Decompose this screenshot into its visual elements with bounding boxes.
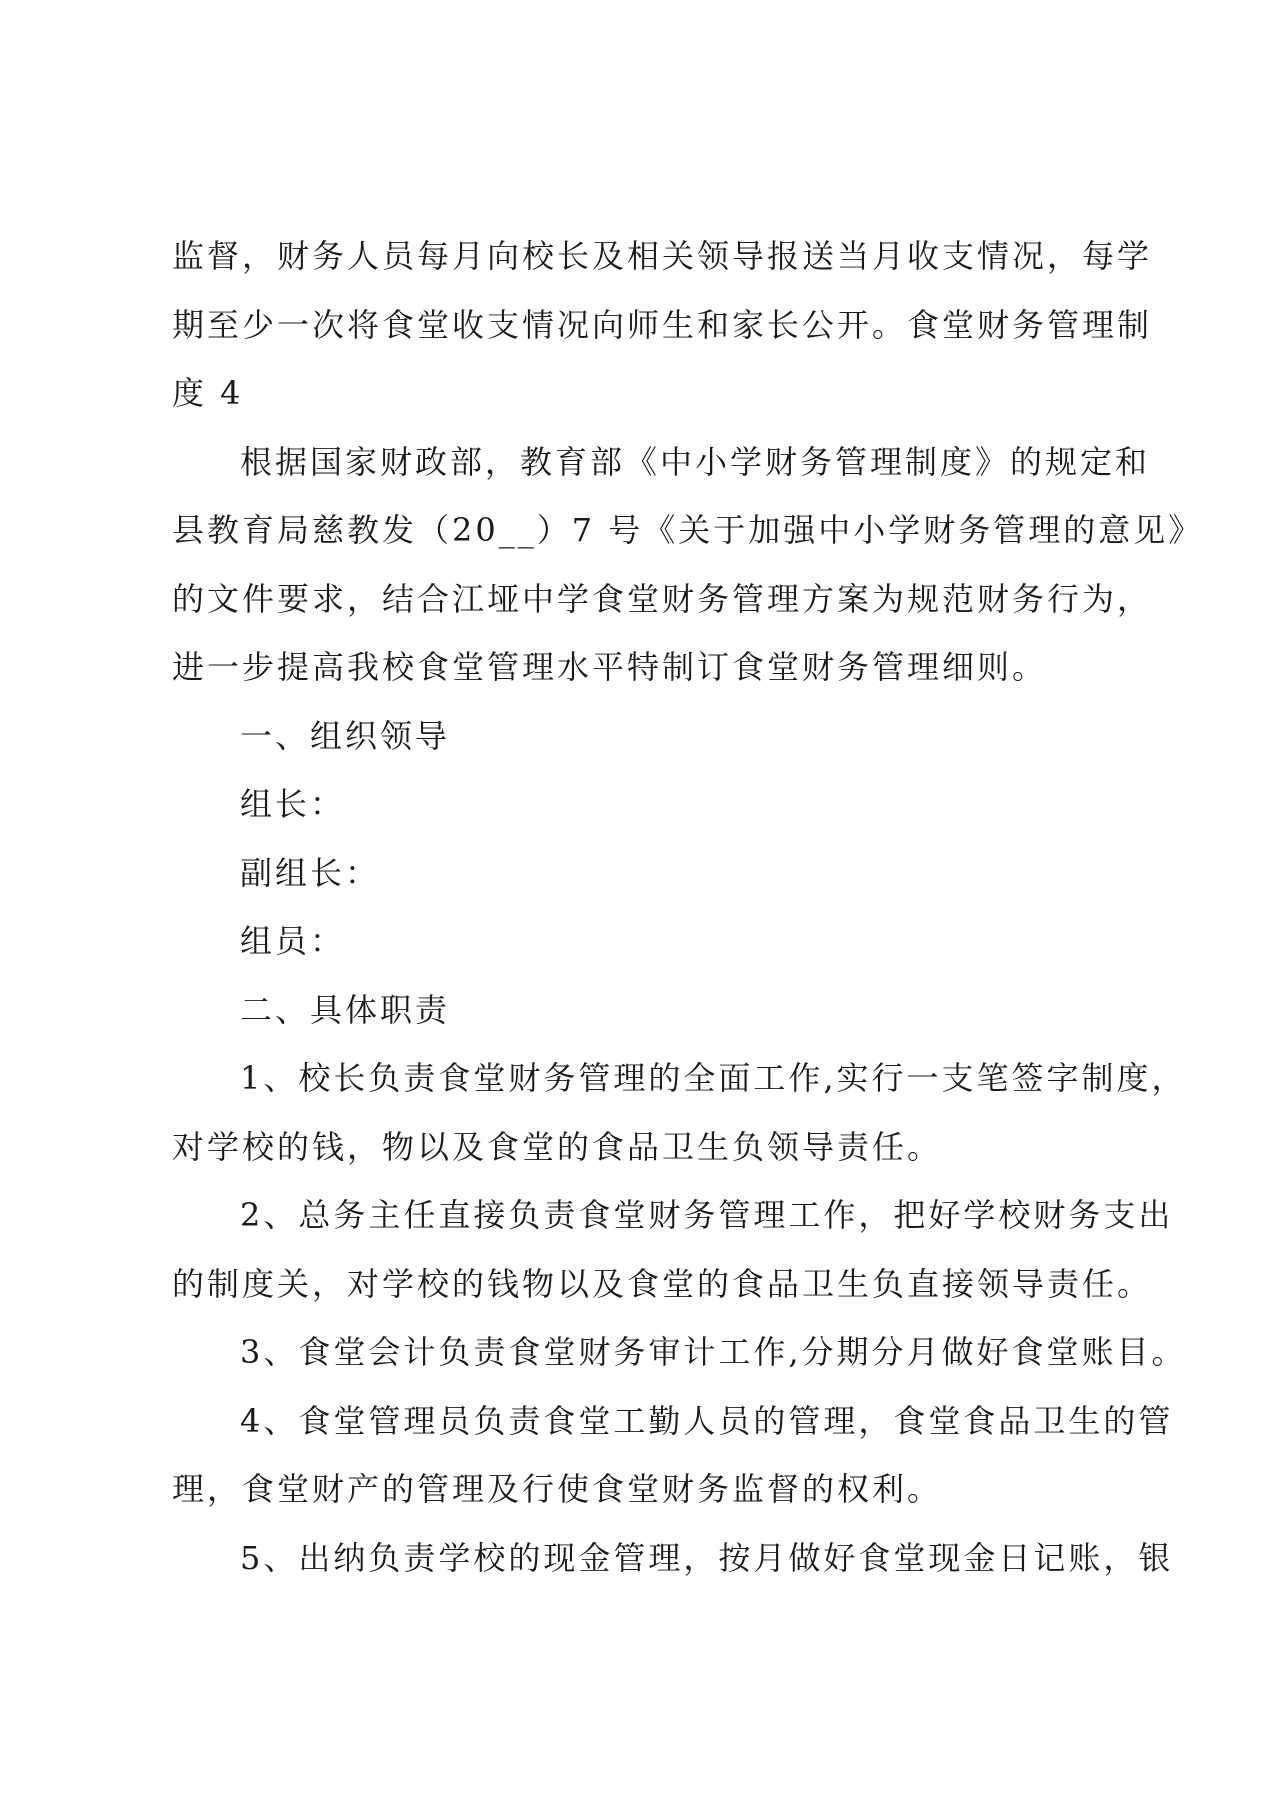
- text-line-13: 1、校长负责食堂财务管理的全面工作,实行一支笔签字制度，: [240, 1059, 1187, 1097]
- text-line-1: 监督，财务人员每月向校长及相关领导报送当月收支情况，每学: [172, 237, 1153, 275]
- text-line-19: 理，食堂财产的管理及行使食堂财务监督的权利。: [172, 1470, 943, 1508]
- text-line-18: 4、食堂管理员负责食堂工勤人员的管理，食堂食品卫生的管: [240, 1401, 1174, 1440]
- text-line-14: 对学校的钱，物以及食堂的食品卫生负领导责任。: [172, 1127, 943, 1166]
- text-line-16: 的制度关，对学校的钱物以及食堂的食品卫生负直接领导责任。: [172, 1264, 1153, 1303]
- text-line-3: 度 4: [172, 374, 244, 412]
- text-line-17: 3、食堂会计负责食堂财务审计工作,分期分月做好食堂账目。: [240, 1333, 1187, 1371]
- text-line-20: 5、出纳负责学校的现金管理，按月做好食堂现金日记账，银: [240, 1538, 1174, 1577]
- text-line-2: 期至少一次将食堂收支情况向师生和家长公开。食堂财务管理制: [172, 305, 1153, 344]
- document-page: [172, 222, 1204, 1592]
- section-heading-organization: 一、组织领导: [240, 716, 451, 755]
- text-line-6: 的文件要求，结合江垭中学食堂财务管理方案为规范财务行为，: [172, 579, 1153, 618]
- section-heading-duties: 二、具体职责: [240, 990, 451, 1029]
- text-line-5: 县教育局慈教发（20__）7 号《关于加强中小学财务管理的意见》: [172, 511, 1204, 549]
- text-line-4: 根据国家财政部，教育部《中小学财务管理制度》的规定和: [240, 442, 1151, 481]
- text-line-7: 进一步提高我校食堂管理水平特制订食堂财务管理细则。: [172, 648, 1048, 686]
- text-line-members: 组员：: [240, 922, 346, 960]
- text-line-leader: 组长：: [240, 785, 346, 823]
- text-line-15: 2、总务主任直接负责食堂财务管理工作，把好学校财务支出: [240, 1196, 1174, 1234]
- text-line-deputy-leader: 副组长：: [240, 853, 381, 892]
